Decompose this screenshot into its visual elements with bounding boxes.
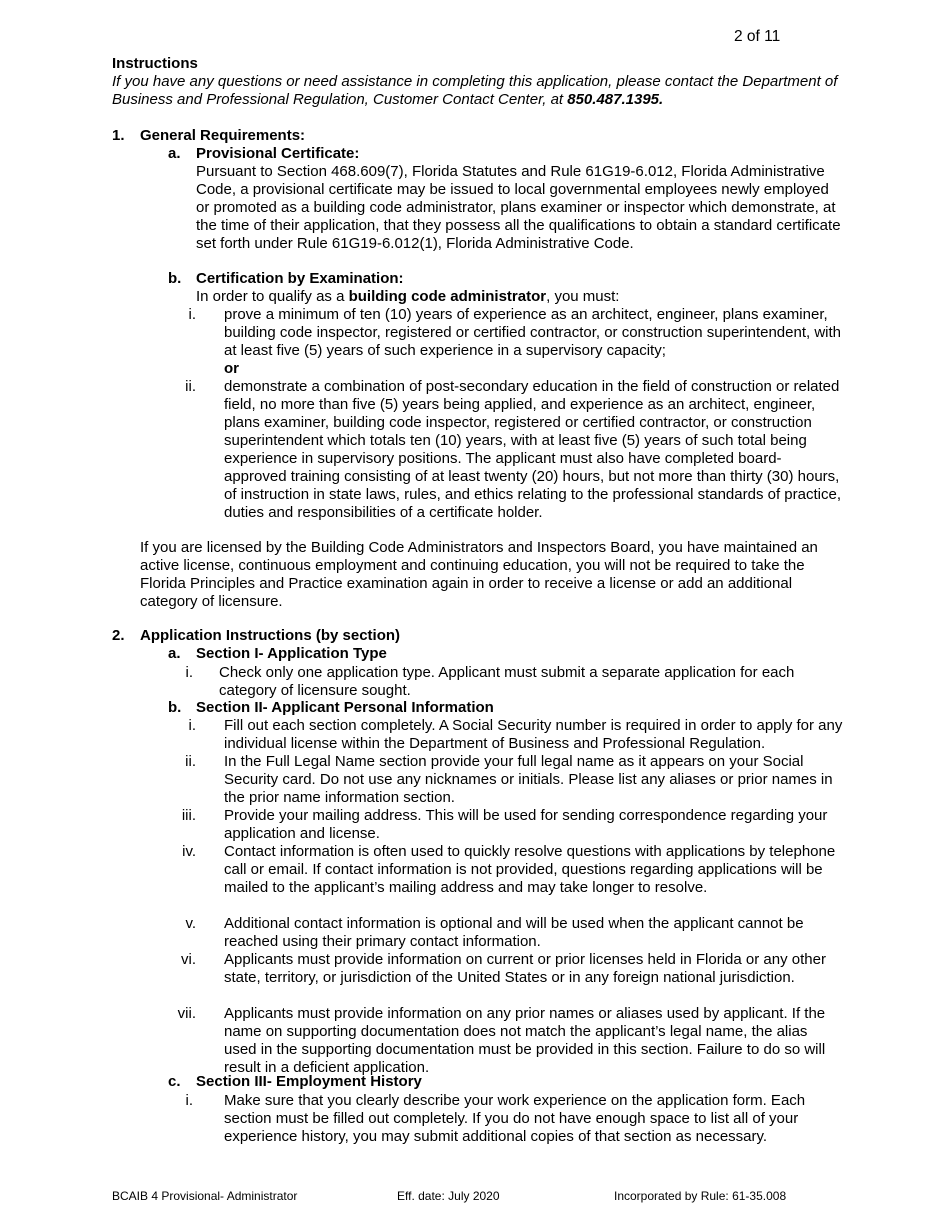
section-number: 1. [112,127,125,144]
instructions-text: If you have any questions or need assistance in completing this application, please contact the Department of Business and Professional Regulation, Customer Contact Center, at 850.487.1395. [112,73,838,108]
section-title: Application Instructions (by section) [140,627,401,644]
list-item-label: iii. [181,807,196,824]
subsection-title: Provisional Certificate: [196,145,360,162]
list-item-text: Make sure that you clearly describe your work experience on the application form. Each section must be filled out completely. If you do not have enough space to list all of your experience history, you may submit additional copies of that section as necessary. [224,1092,806,1145]
instructions-block [112,55,852,109]
subsection-label: a. [168,645,181,662]
provisional-certificate-text: Pursuant to Section 468.609(7), Florida Statutes and Rule 61G19-6.012, Florida Administrative Code, a provisional certificate may be issued to local governmental employees newly employed or promoted as a building code administrator, plans examiner or inspector which demonstrate, at the time of their application, that they possess all the qualifications to obtain a standard certificate set forth under Rule 61G19-6.012(1), Florida Administrative Code. [196,163,841,252]
subsection-label: b. [168,699,182,716]
list-item-label: i. [185,664,193,681]
footer-rule: Incorporated by Rule: 61-35.008 [614,1189,787,1203]
footer-effective-date: Eff. date: July 2020 [397,1189,500,1203]
list-item-text: Applicants must provide information on current or prior licenses held in Florida or any other state, territory, or jurisdiction of the United States or in any foreign national jurisdiction. [224,951,826,986]
subsection-title: Certification by Examination: [196,270,404,287]
qualify-intro: In order to qualify as a building code administrator, you must: [196,288,620,305]
list-item-label: i. [185,1092,193,1109]
list-item-text: prove a minimum of ten (10) years of experience as an architect, engineer, plans examiner, building code inspector, registered or certified contractor, or construction superintendent, with at least five (5) years of such experience in a supervisory capacity; or [224,306,842,377]
list-item-text: demonstrate a combination of post-secondary education in the field of construction or related field, no more than five (5) years being applied, and experience as an architect, engineer, plans examiner, building code inspector, registered or certified contractor, or construction superintendent which totals ten (10) years, with at least five (5) years of such total being experience in supervisory positions. The applicant must also have completed board-approved training consisting of at least twenty (20) hours, but not more than thirty (30) hours, of instruction in state laws, rules, and ethics relating to the professional standards of practice, duties and responsibilities of a certificate holder. [224,378,841,521]
list-item-label: i. [188,306,196,323]
subsection-title: Section I- Application Type [196,645,387,662]
list-item-label: v. [185,915,196,932]
list-item-label: vii. [177,1005,196,1022]
subsection-title: Section III- Employment History [196,1073,422,1090]
section-title: General Requirements: [140,127,306,144]
list-item-label: vi. [181,951,196,968]
instructions-title: Instructions [112,55,198,72]
list-item-text: Provide your mailing address. This will be used for sending correspondence regarding your application and license. [224,807,828,842]
subsection-label: a. [168,145,181,162]
list-item-label: iv. [182,843,196,860]
subsection-title: Section II- Applicant Personal Information [196,699,494,716]
list-item-text: In the Full Legal Name section provide your full legal name as it appears on your Social Security card. Do not use any nicknames or initials. Please list any aliases or prior names in the prior name information section. [224,753,833,806]
page-number: 2 of 11 [734,28,781,45]
list-item-text: Fill out each section completely. A Social Security number is required in order to apply for any individual license within the Department of Business and Professional Regulation. [224,717,843,752]
section-number: 2. [112,627,125,644]
list-item-label: ii. [185,753,196,770]
list-item-label: ii. [185,378,196,395]
list-item-text: Contact information is often used to quickly resolve questions with applications by telephone call or email. If contact information is not provided, questions regarding applications will be mailed to the applicant’s mailing address and may take longer to resolve. [224,843,836,896]
subsection-label: b. [168,270,182,287]
list-item-label: i. [188,717,196,734]
footer-form-name: BCAIB 4 Provisional- Administrator [112,1189,298,1203]
licensed-note: If you are licensed by the Building Code Administrators and Inspectors Board, you have maintained an active license, continuous employment and continuing education, you will not be required to take the Florida Principles and Practice examination again in order to receive a license or add an additional category of licensure. [140,539,818,610]
list-item-text: Applicants must provide information on any prior names or aliases used by applicant. If the name on supporting documentation does not match the applicant’s legal name, the alias used in the supporting documentation must be provided in this section. Failure to do so will result in a deficient application. [224,1005,826,1076]
list-item-text: Check only one application type. Applicant must submit a separate application for each category of licensure sought. [219,664,795,699]
subsection-label: c. [168,1073,181,1090]
contact-phone: 850.487.1395. [567,91,664,108]
list-item-text: Additional contact information is optional and will be used when the applicant cannot be reached using their primary contact information. [224,915,804,950]
